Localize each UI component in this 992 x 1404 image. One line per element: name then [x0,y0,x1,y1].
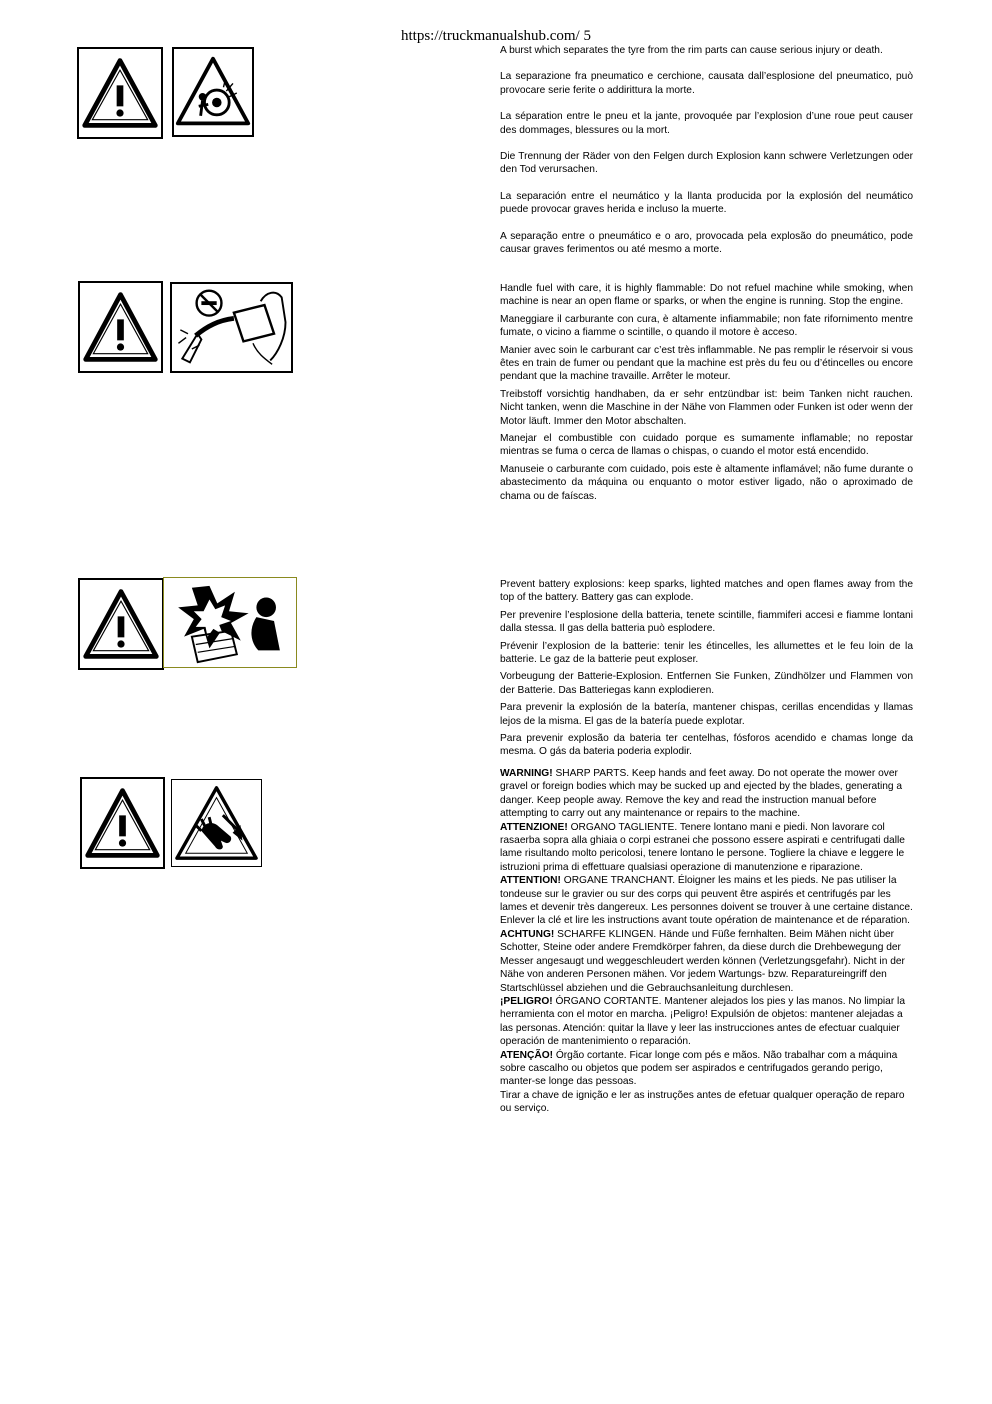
blade-es-lead: ¡PELIGRO! [500,995,553,1007]
blade-it [500,821,913,875]
blade-en-lead: WARNING! [500,768,553,779]
fuel-es: Manejar el combustible con cuidado porque es sumamente inflamable; no repostar mientras se fuma o cerca de llamas o chispas, o cuando el motor está encendido. [500,433,913,458]
fuel-no-smoking-icon [170,282,293,373]
battery-pt: Para prevenir explosão da bateria ter centelhas, fósforos acendido e chamas longe da mesma. O gás da bateria poderia explodir. [500,733,913,758]
warning-triangle-icon [78,281,163,373]
battery-warning-text [500,578,913,763]
tyre-fr: La séparation entre le pneu et la jante, provoquée par l’explosion d’une roue peut causer des dommages, blessures ou la mort. [500,111,913,136]
page-header: https://truckmanualshub.com/ 5 [401,28,591,44]
blade-es-body: ÓRGANO CORTANTE. Mantener alejados los pies y las manos. No limpiar la herramienta con el motor en marcha. ¡Peligro! Expulsión de objetos: mantener alejadas a las personas. Atención: quitar la llave y leer las instrucciones antes de efectuar cualquier operación de mantenimiento o reparación. [500,995,905,1048]
fuel-en: Handle fuel with care, it is highly flammable: Do not refuel machine while smoking, when machine is near an open flame or sparks, or when the engine is running. Stop the engine. [500,283,913,308]
blade-es [500,995,913,1049]
blade-pt-extra-body: Tirar a chave de ignição e ler as instruções antes de efetuar qualquer operação de reparo ou serviço. [500,1089,905,1115]
tyre-burst-icon [172,47,254,137]
blade-pt-extra [500,1089,913,1116]
battery-it: Per prevenire l’esplosione della batteria, tenete scintille, fiammiferi accesi e fiamme lontani dalla stessa. Il gas della batteria può esplodere. [500,609,913,635]
battery-fr: Prévenir l’explosion de la batterie: tenir les étincelles, les allumettes et le feu loin de la batterie. Le gaz de la batterie peut exploser. [500,640,913,666]
blade-cut-hand-icon [171,779,262,867]
fuel-it: Maneggiare il carburante con cura, è altamente infiammabile; non fate rifornimento mentre fumate, o vicino a fiamme o scintille, o quando il motore è acceso. [500,313,913,339]
battery-de: Vorbeugung der Batterie-Explosion. Entfernen Sie Funken, Zündhölzer und Flammen von der Batterie. Das Batteriegas kann explodieren. [500,671,913,696]
fuel-de: Treibstoff vorsichtig handhaben, da er sehr entzündbar ist: beim Tanken nicht rauchen. Nicht tanken, wenn die Maschine in der Nähe von Flammen oder Funken ist oder wenn der Motor läuft. Immer den Motor abschalten. [500,388,913,427]
blade-it-body: ORGANO TAGLIENTE. Tenere lontano mani e piedi. Non lavorare col rasaerba sopra alla ghiaia o corpi estranei che possono essere aspirati e centrifugati dalle lame risultando molto pericolosi, tenere lontano le persone. Togliere la chiave e leggere le istruzioni prima di effettuare qualsiasi operazione di manutenzione e riparazione. [500,821,905,873]
blade-de-lead: ACHTUNG! [500,928,555,940]
tyre-it: La separazione fra pneumatico e cerchione, causata dall’esplosione del pneumatico, può provocare serie ferite o addirittura la morte. [500,71,913,96]
tyre-es: La separación entre el neumático y la llanta producida por la explosión del neumático puede provocar graves herida e incluso la muerte. [500,190,913,216]
battery-es: Para prevenir la explosión de la batería, mantener chispas, cerillas encendidas y llamas lejos de la misma. El gas de la batería puede explotar. [500,702,913,727]
blade-pt-body: Órgão cortante. Ficar longe com pés e mãos. Não trabalhar com a máquina sobre cascalho ou objetos que podem ser aspirados e centrifugados gerando perigo, manter-se longe das pessoas. [500,1049,898,1088]
fuel-fr: Manier avec soin le carburant car c’est très inflammable. Ne pas remplir le réservoir si vous êtes en train de fumer ou pendant que la machine est près du feu ou d’étincelles ou encore pendant que la machine travaille. Arrêter le moteur. [500,344,913,383]
tyre-warning-text [500,44,913,269]
blade-fr-body: ORGANE TRANCHANT. Éloigner les mains et les pieds. Ne pas utiliser la tondeuse sur le gravier ou sur des corps qui peuvent être aspirés et centrifugés par les lames et devenir très dangereux. Les personnes doivent se trouver à une certaine distance. Enlever la clé et lire les instructions avant toute opération de maintenance et de réparation. [500,875,913,927]
warning-triangle-icon [78,578,164,670]
blade-pt [500,1049,913,1089]
fuel-warning-text [500,282,913,507]
warning-triangle-icon [77,47,163,139]
blade-en [500,767,913,821]
blade-pt-lead: ATENÇÃO! [500,1049,554,1061]
warning-triangle-icon [80,777,165,869]
battery-explosion-icon [163,577,297,668]
blade-en-body: SHARP PARTS. Keep hands and feet away. Do not operate the mower over gravel or foreign bodies which may be sucked up and ejected by the blades, generating a danger. Keep people away. Remove the key and read the instruction manual before attempting to carry out any maintenance or repairs to the machine. [500,768,903,820]
tyre-pt: A separação entre o pneumático e o aro, provocada pela explosão do pneumático, pode causar graves ferimentos ou até mesmo a morte. [500,230,913,256]
blade-it-lead: ATTENZIONE! [500,821,568,833]
blade-warning-text [500,767,913,1116]
tyre-de: Die Trennung der Räder von den Felgen durch Explosion kann schwere Verletzungen oder den Tod verursachen. [500,151,913,176]
tyre-en: A burst which separates the tyre from the rim parts can cause serious injury or death. [500,45,883,56]
blade-de [500,928,913,995]
fuel-pt: Manuseie o carburante com cuidado, pois este è altamente inflamável; não fume durante o abastecimento da máquina ou enquanto o motor estiver ligado, não o aproximado de chama ou de faíscas. [500,463,913,502]
battery-en: Prevent battery explosions: keep sparks, lighted matches and open flames away from the top of the battery. Battery gas can explode. [500,579,913,604]
blade-fr-lead: ATTENTION! [500,875,561,887]
blade-de-body: SCHARFE KLINGEN. Hände und Füße fernhalten. Beim Mähen nicht über Schotter, Steine oder andere Fremdkörper fahren, da diese durch die Drehbewegung der Messer angesaugt und weggeschleudert werden können (Verletzungsgefahr). Nicht in der Nähe von anderen Personen mähen. Vor jedem Wartungs- bzw. Reparatureingriff den Startschlüssel abziehen und die Gebrauchsanleitung durchlesen. [500,928,905,994]
blade-fr [500,874,913,928]
